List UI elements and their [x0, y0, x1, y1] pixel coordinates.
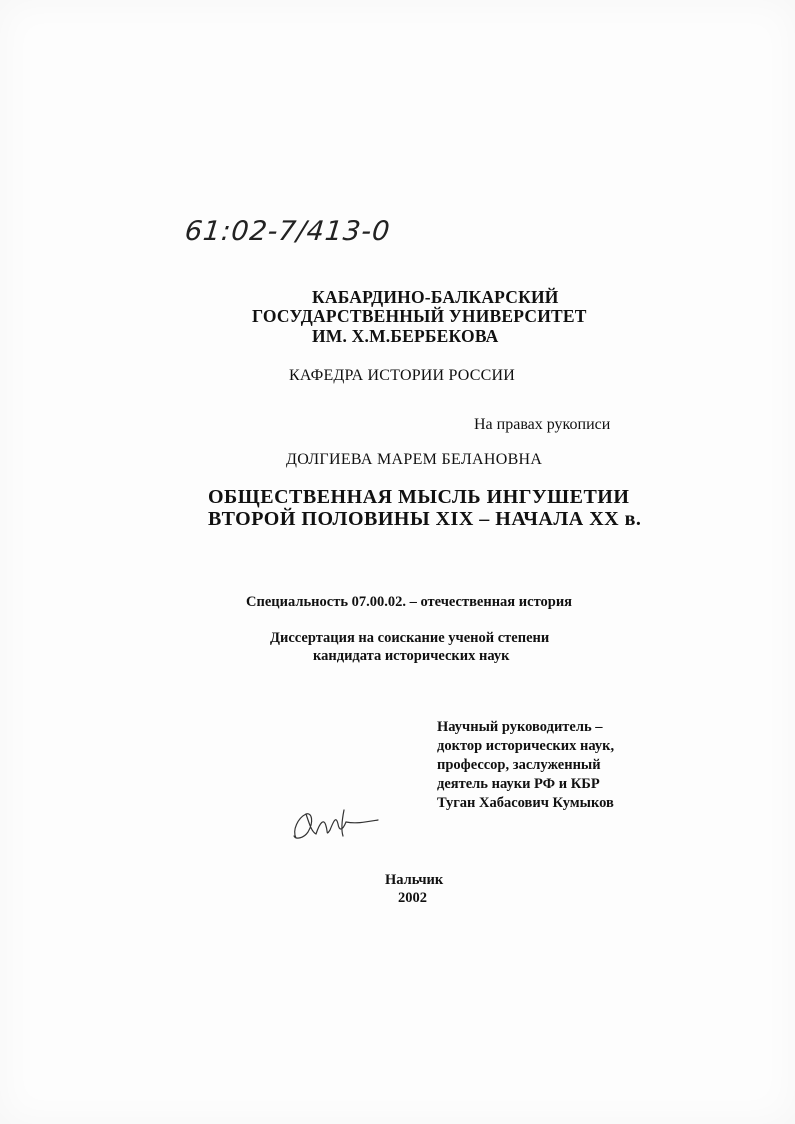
archive-code: 61:02-7/413-0	[183, 216, 392, 247]
advisor-line-3: профессор, заслуженный	[437, 757, 601, 773]
department-name: КАФЕДРА ИСТОРИИ РОССИИ	[289, 367, 516, 384]
university-line-1: КАБАРДИНО-БАЛКАРСКИЙ	[312, 287, 559, 307]
thesis-title-line-1: ОБЩЕСТВЕННАЯ МЫСЛЬ ИНГУШЕТИИ	[208, 486, 630, 508]
university-line-2: ГОСУДАРСТВЕННЫЙ УНИВЕРСИТЕТ	[252, 306, 587, 326]
city: Нальчик	[385, 872, 444, 888]
advisor-line-5: Туган Хабасович Кумыков	[437, 795, 614, 811]
specialty: Специальность 07.00.02. – отечественная история	[246, 594, 573, 610]
thesis-title-line-2: ВТОРОЙ ПОЛОВИНЫ XIX – НАЧАЛА XX в.	[208, 508, 642, 530]
handwritten-signature	[286, 800, 386, 848]
dissertation-line-1: Диссертация на соискание ученой степени	[270, 630, 550, 646]
year: 2002	[398, 890, 427, 906]
advisor-line-1: Научный руководитель –	[437, 719, 603, 735]
advisor-line-4: деятель науки РФ и КБР	[437, 776, 600, 792]
manuscript-note: На правах рукописи	[474, 416, 611, 433]
dissertation-line-2: кандидата исторических наук	[313, 648, 510, 664]
author-name: ДОЛГИЕВА МАРЕМ БЕЛАНОВНА	[286, 451, 543, 468]
advisor-line-2: доктор исторических наук,	[437, 738, 615, 754]
university-line-3: ИМ. Х.М.БЕРБЕКОВА	[312, 326, 499, 346]
